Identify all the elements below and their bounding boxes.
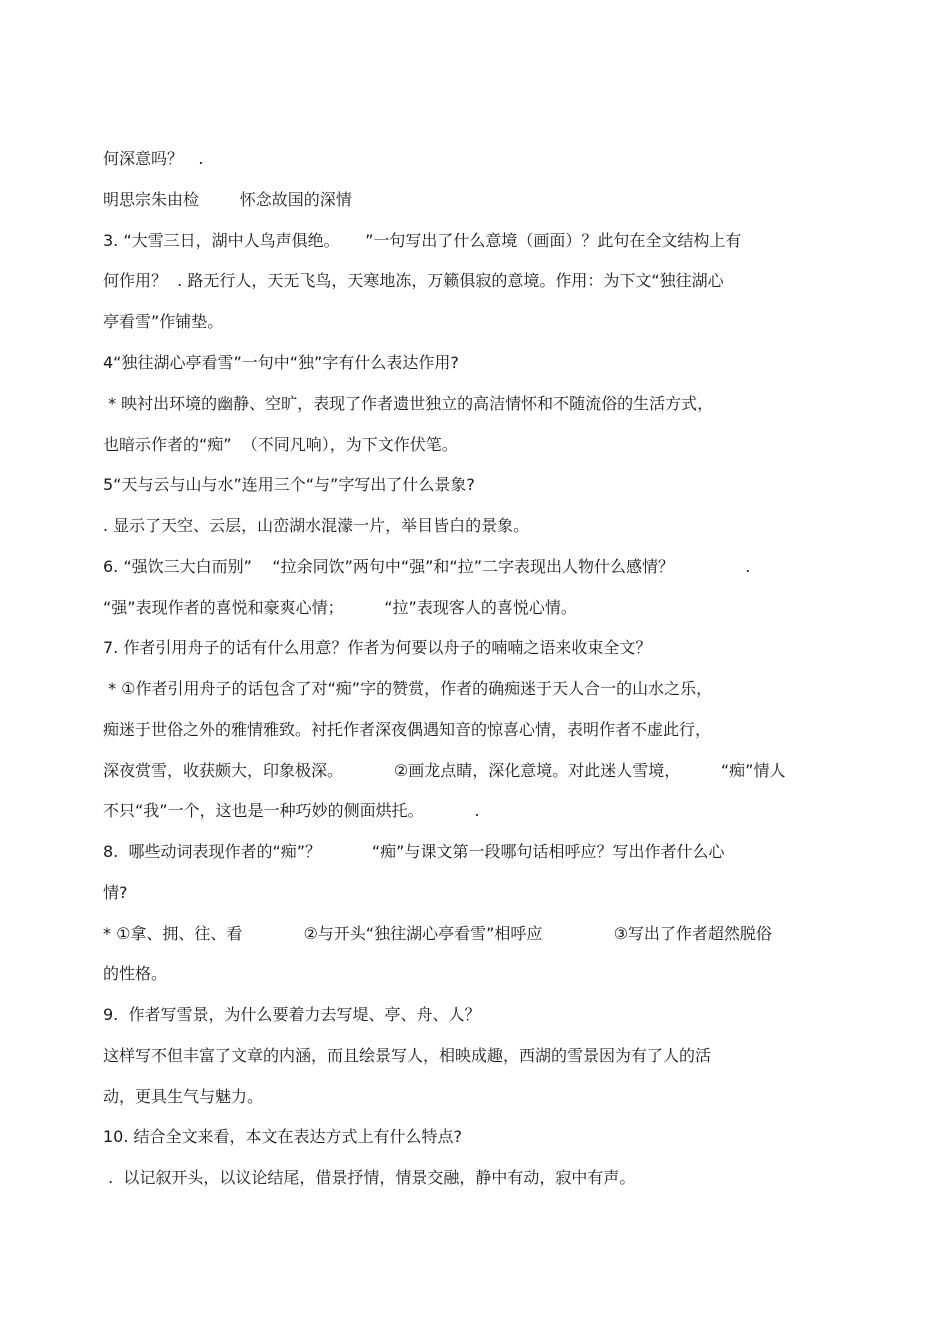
text-line: 3. “大雪三日，湖中人鸟声俱绝。 ”一句写出了什么意境（画面）？此句在全文结构上有 bbox=[103, 231, 742, 250]
text-line: * 映衬出环境的幽静、空旷，表现了作者遗世独立的高洁情怀和不随流俗的生活方式， bbox=[103, 394, 714, 413]
text-line: 亭看雪”作铺垫。 bbox=[103, 312, 224, 331]
text-line: * ①作者引用舟子的话包含了对“痴”字的赞赏，作者的确痴迷于天人合一的山水之乐， bbox=[103, 679, 713, 698]
text-line: 明思宗朱由检 怀念故国的深情 bbox=[103, 190, 352, 209]
text-line: 6. “强饮三大白而别” “拉余同饮”两句中“强”和“拉”二字表现出人物什么感情？ . bbox=[103, 557, 751, 576]
text-line: 5“天与云与山与水”连用三个“与”字写出了什么景象? bbox=[103, 475, 475, 494]
text-line: 何作用？ . 路无行人，天无飞鸟，天寒地冻，万籁俱寂的意境。作用：为下文“独往湖心 bbox=[103, 271, 724, 290]
text-line: 9. 作者写雪景，为什么要着力去写堤、亭、舟、人？ bbox=[103, 1005, 481, 1024]
text-line: “强”表现作者的喜悦和豪爽心情； “拉”表现客人的喜悦心情。 bbox=[103, 598, 577, 617]
text-line: 的性格。 bbox=[103, 964, 168, 983]
text-line: 动，更具生气与魅力。 bbox=[103, 1087, 264, 1106]
text-line: . 显示了天空、云层，山峦湖水混濛一片，举目皆白的景象。 bbox=[103, 516, 530, 535]
text-line: 情? bbox=[103, 883, 128, 902]
text-line: * ①拿、拥、往、看 ②与开头“独往湖心亭看雪”相呼应 ③写出了作者超然脱俗 bbox=[103, 924, 772, 943]
text-line: 7. 作者引用舟子的话有什么用意？作者为何要以舟子的喃喃之语来收束全文？ bbox=[103, 638, 652, 657]
text-line: 4“独往湖心亭看雪”一句中“独”字有什么表达作用? bbox=[103, 353, 459, 372]
text-line: 8. 哪些动词表现作者的“痴”？ “痴”与课文第一段哪句话相呼应？写出作者什么心 bbox=[103, 842, 725, 861]
text-line: 痴迷于世俗之外的雅情雅致。衬托作者深夜偶遇知音的惊喜心情，表明作者不虚此行， bbox=[103, 720, 712, 739]
text-line: 何深意吗？ . bbox=[103, 149, 204, 168]
text-line: 不只“我”一个，这也是一种巧妙的侧面烘托。 . bbox=[103, 801, 480, 820]
text-line: 这样写不但丰富了文章的内涵，而且绘景写人，相映成趣，西湖的雪景因为有了人的活 bbox=[103, 1046, 712, 1065]
text-line: 也暗示作者的“痴” （不同凡响），为下文作伏笔。 bbox=[103, 435, 458, 454]
text-line: . 以记叙开头，以议论结尾，借景抒情，情景交融，静中有动，寂中有声。 bbox=[103, 1168, 636, 1187]
text-line: 10. 结合全文来看，本文在表达方式上有什么特点? bbox=[103, 1127, 463, 1146]
text-line: 深夜赏雪，收获颇大，印象极深。 ②画龙点睛，深化意境。对此迷人雪境， “痴”情人 bbox=[103, 761, 786, 780]
